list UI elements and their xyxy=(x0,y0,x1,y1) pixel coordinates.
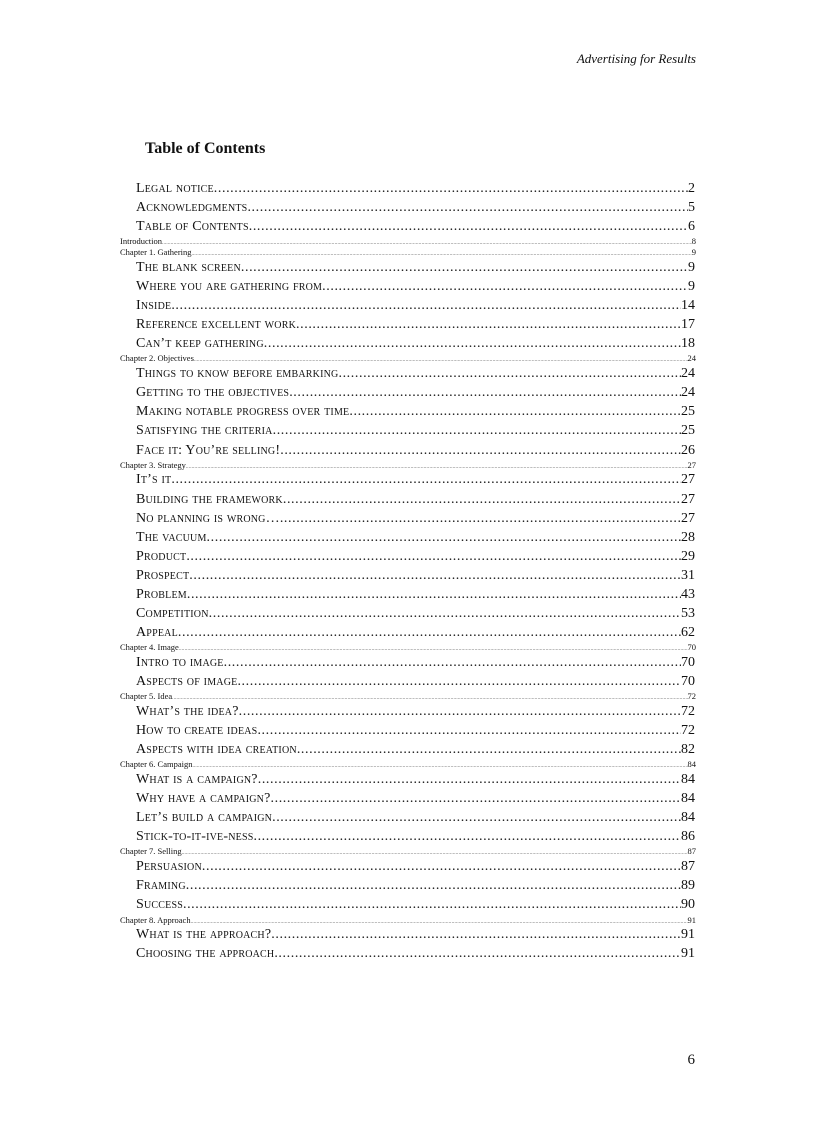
toc-entry-label: Table of Contents xyxy=(136,219,249,235)
toc-entry-label: What’s the idea? xyxy=(136,704,239,720)
toc-section-entry[interactable] xyxy=(136,721,695,740)
dot-leader xyxy=(224,653,681,672)
toc-section-entry[interactable] xyxy=(136,604,695,623)
toc-entry-page: 91 xyxy=(687,914,696,925)
dot-leader xyxy=(239,702,681,721)
toc-entry-page: 87 xyxy=(681,859,695,875)
dot-leader xyxy=(289,383,681,402)
toc-entry-label: Building the framework xyxy=(136,491,283,507)
dot-leader xyxy=(274,944,681,963)
toc-section-entry[interactable] xyxy=(136,895,695,914)
toc-chapter-entry[interactable] xyxy=(120,759,696,770)
toc-entry-page: 91 xyxy=(681,946,695,962)
toc-section-entry[interactable] xyxy=(136,217,695,236)
toc-entry-label: Introduction xyxy=(120,236,163,247)
dot-leader xyxy=(241,258,688,277)
toc-entry-page: 72 xyxy=(681,704,695,720)
dot-leader xyxy=(186,547,681,566)
toc-section-entry[interactable] xyxy=(136,315,695,334)
toc-entry-page: 17 xyxy=(681,317,695,333)
dot-leader xyxy=(214,179,688,198)
dot-leader xyxy=(207,528,681,547)
toc-entry-label: Acknowledgments xyxy=(136,200,248,216)
dot-leader xyxy=(189,566,681,585)
toc-entry-page: 27 xyxy=(681,472,695,488)
toc-entry-label: Inside xyxy=(136,298,172,314)
toc-entry-page: 28 xyxy=(681,529,695,545)
toc-section-entry[interactable] xyxy=(136,296,695,315)
toc-entry-label: Problem xyxy=(136,586,187,602)
toc-entry-label: What is the approach? xyxy=(136,927,272,943)
toc-entry-page: 82 xyxy=(681,742,695,758)
toc-entry-page: 31 xyxy=(681,567,695,583)
toc-section-entry[interactable] xyxy=(136,702,695,721)
toc-entry-label: Choosing the approach xyxy=(136,946,275,962)
toc-entry-label: Satisfying the criteria xyxy=(136,423,273,439)
toc-entry-label: Competition xyxy=(136,606,209,622)
toc-entry-label: No planning is wrong… xyxy=(136,510,280,526)
toc-section-entry[interactable] xyxy=(136,672,695,691)
toc-section-entry[interactable] xyxy=(136,857,695,876)
toc-entry-page: 72 xyxy=(687,691,696,702)
dot-leader xyxy=(183,895,681,914)
toc-entry-page: 9 xyxy=(688,259,695,275)
toc-entry-page: 25 xyxy=(681,404,695,420)
toc-section-entry[interactable] xyxy=(136,653,695,672)
dot-leader xyxy=(187,585,681,604)
toc-entry-page: 70 xyxy=(681,674,695,690)
dot-leader xyxy=(249,217,688,236)
toc-section-entry[interactable] xyxy=(136,421,695,440)
toc-section-entry[interactable] xyxy=(136,566,695,585)
toc-section-entry[interactable] xyxy=(136,402,695,421)
toc-entry-label: Chapter 4. Image xyxy=(120,642,179,653)
toc-entry-label: Intro to image xyxy=(136,655,224,671)
toc-entry-page: 84 xyxy=(681,810,695,826)
toc-chapter-entry[interactable] xyxy=(120,460,696,471)
toc-entry-label: Aspects with idea creation xyxy=(136,742,297,758)
toc-entry-label: Appeal xyxy=(136,625,178,641)
toc-section-entry[interactable] xyxy=(136,490,695,509)
toc-entry-page: 86 xyxy=(681,829,695,845)
toc-section-entry[interactable] xyxy=(136,789,695,808)
dot-leader xyxy=(247,198,688,217)
toc-section-entry[interactable] xyxy=(136,509,695,528)
dot-leader xyxy=(237,672,681,691)
toc-entry-page: 27 xyxy=(681,491,695,507)
toc-entry-page: 8 xyxy=(691,236,696,247)
toc-entry-page: 62 xyxy=(681,625,695,641)
toc-entry-page: 18 xyxy=(681,336,695,352)
toc-entry-page: 53 xyxy=(681,606,695,622)
toc-chapter-entry[interactable] xyxy=(120,691,696,702)
toc-section-entry[interactable] xyxy=(136,528,695,547)
toc-section-entry[interactable] xyxy=(136,547,695,566)
dot-leader xyxy=(338,364,681,383)
toc-section-entry[interactable] xyxy=(136,383,695,402)
dot-leader xyxy=(271,789,682,808)
toc-section-entry[interactable] xyxy=(136,198,695,217)
toc-entry-page: 91 xyxy=(681,927,695,943)
dot-leader xyxy=(171,470,681,489)
dot-leader xyxy=(349,402,681,421)
toc-entry-page: 84 xyxy=(681,772,695,788)
toc-entry-page: 27 xyxy=(687,459,696,470)
toc-entry-label: Chapter 8. Approach xyxy=(120,914,191,925)
toc-section-entry[interactable] xyxy=(136,740,695,759)
toc-entry-page: 6 xyxy=(688,219,695,235)
dot-leader xyxy=(280,509,681,528)
toc-entry-page: 70 xyxy=(687,642,696,653)
toc-entry-label: Persuasion xyxy=(136,859,202,875)
toc-entry-label: Why have a campaign? xyxy=(136,791,271,807)
toc-entry-page: 24 xyxy=(681,385,695,401)
toc-entry-label: The blank screen xyxy=(136,259,241,275)
toc-entry-label: Making notable progress over time xyxy=(136,404,350,420)
toc-entry-page: 84 xyxy=(681,791,695,807)
toc-entry-label: Where you are gathering from xyxy=(136,278,323,294)
toc-section-entry[interactable] xyxy=(136,277,695,296)
toc-section-entry[interactable] xyxy=(136,808,695,827)
dot-leader xyxy=(297,740,681,759)
toc-chapter-entry[interactable] xyxy=(120,353,696,364)
toc-chapter-entry[interactable] xyxy=(120,247,696,258)
toc-section-entry[interactable] xyxy=(136,179,695,198)
toc-entry-page: 87 xyxy=(687,846,696,857)
toc-entry-page: 24 xyxy=(687,353,696,364)
dot-leader xyxy=(253,827,681,846)
dot-leader xyxy=(258,770,681,789)
toc-section-entry[interactable] xyxy=(136,770,695,789)
toc-entry-label: Chapter 2. Objectives xyxy=(120,353,194,364)
toc-list xyxy=(0,179,816,964)
dot-leader xyxy=(273,421,681,440)
toc-entry-label: Success xyxy=(136,897,183,913)
dot-leader xyxy=(178,623,681,642)
toc-entry-label: Chapter 7. Selling xyxy=(120,846,182,857)
running-header: Advertising for Results xyxy=(576,51,696,66)
toc-entry-label: Things to know before embarking xyxy=(136,366,339,382)
toc-entry-label: Chapter 5. Idea xyxy=(120,691,173,702)
toc-chapter-entry[interactable] xyxy=(120,642,696,653)
dot-leader xyxy=(264,334,681,353)
toc-entry-label: Chapter 3. Strategy xyxy=(120,459,186,470)
toc-section-entry[interactable] xyxy=(136,470,695,489)
toc-entry-label: Getting to the objectives xyxy=(136,385,290,401)
toc-section-entry[interactable] xyxy=(136,364,695,383)
toc-entry-page: 25 xyxy=(681,423,695,439)
toc-section-entry[interactable] xyxy=(136,827,695,846)
toc-chapter-entry[interactable] xyxy=(120,915,696,926)
toc-entry-label: The vacuum xyxy=(136,529,207,545)
dot-leader xyxy=(283,490,681,509)
toc-entry-page: 14 xyxy=(681,298,695,314)
dot-leader xyxy=(171,296,681,315)
dot-leader xyxy=(280,441,681,460)
toc-entry-label: Let’s build a campaign xyxy=(136,810,273,826)
toc-entry-page: 2 xyxy=(688,181,695,196)
toc-entry-page: 43 xyxy=(681,586,695,602)
toc-entry-label: Aspects of image xyxy=(136,674,238,690)
dot-leader xyxy=(272,808,681,827)
toc-entry-label: Reference excellent work xyxy=(136,317,297,333)
toc-section-entry[interactable] xyxy=(136,334,695,353)
toc-entry-page: 84 xyxy=(687,759,696,770)
dot-leader xyxy=(296,315,681,334)
toc-entry-page: 5 xyxy=(688,200,695,216)
dot-leader xyxy=(322,277,688,296)
toc-entry-label: Stick-to-it-ive-ness xyxy=(136,829,254,845)
dot-leader xyxy=(209,604,681,623)
toc-entry-page: 72 xyxy=(681,723,695,739)
toc-section-entry[interactable] xyxy=(136,623,695,642)
toc-entry-label: Product xyxy=(136,548,187,564)
toc-entry-page: 29 xyxy=(681,548,695,564)
toc-chapter-entry[interactable] xyxy=(120,236,696,247)
toc-entry-page: 89 xyxy=(681,878,695,894)
toc-section-entry[interactable] xyxy=(136,925,695,944)
toc-chapter-entry[interactable] xyxy=(120,846,696,857)
toc-entry-label: Framing xyxy=(136,878,186,894)
toc-entry-label: Prospect xyxy=(136,567,190,583)
toc-section-entry[interactable] xyxy=(136,944,695,963)
toc-title: Table of Contents xyxy=(145,140,266,157)
toc-entry-page: 26 xyxy=(681,442,695,458)
dot-leader xyxy=(202,857,681,876)
dot-leader xyxy=(257,721,681,740)
toc-entry-label: Can’t keep gathering xyxy=(136,336,264,352)
toc-entry-label: Legal notice xyxy=(136,181,214,196)
toc-section-entry[interactable] xyxy=(136,441,695,460)
toc-section-entry[interactable] xyxy=(136,258,695,277)
dot-leader xyxy=(271,925,681,944)
toc-entry-label: What is a campaign? xyxy=(136,772,258,788)
toc-entry-label: Face it: You’re selling! xyxy=(136,442,281,458)
toc-section-entry[interactable] xyxy=(136,585,695,604)
toc-entry-page: 90 xyxy=(681,897,695,913)
toc-entry-page: 27 xyxy=(681,510,695,526)
dot-leader xyxy=(186,876,681,895)
toc-entry-page: 9 xyxy=(691,247,696,258)
toc-entry-label: Chapter 1. Gathering xyxy=(120,247,192,258)
toc-entry-label: How to create ideas xyxy=(136,723,258,739)
page-number: 6 xyxy=(687,1052,695,1068)
toc-section-entry[interactable] xyxy=(136,876,695,895)
toc-entry-label: Chapter 6. Campaign xyxy=(120,759,193,770)
toc-entry-page: 24 xyxy=(681,366,695,382)
toc-entry-page: 9 xyxy=(688,278,695,294)
toc-entry-label: It’s it xyxy=(136,472,172,488)
toc-entry-page: 70 xyxy=(681,655,695,671)
